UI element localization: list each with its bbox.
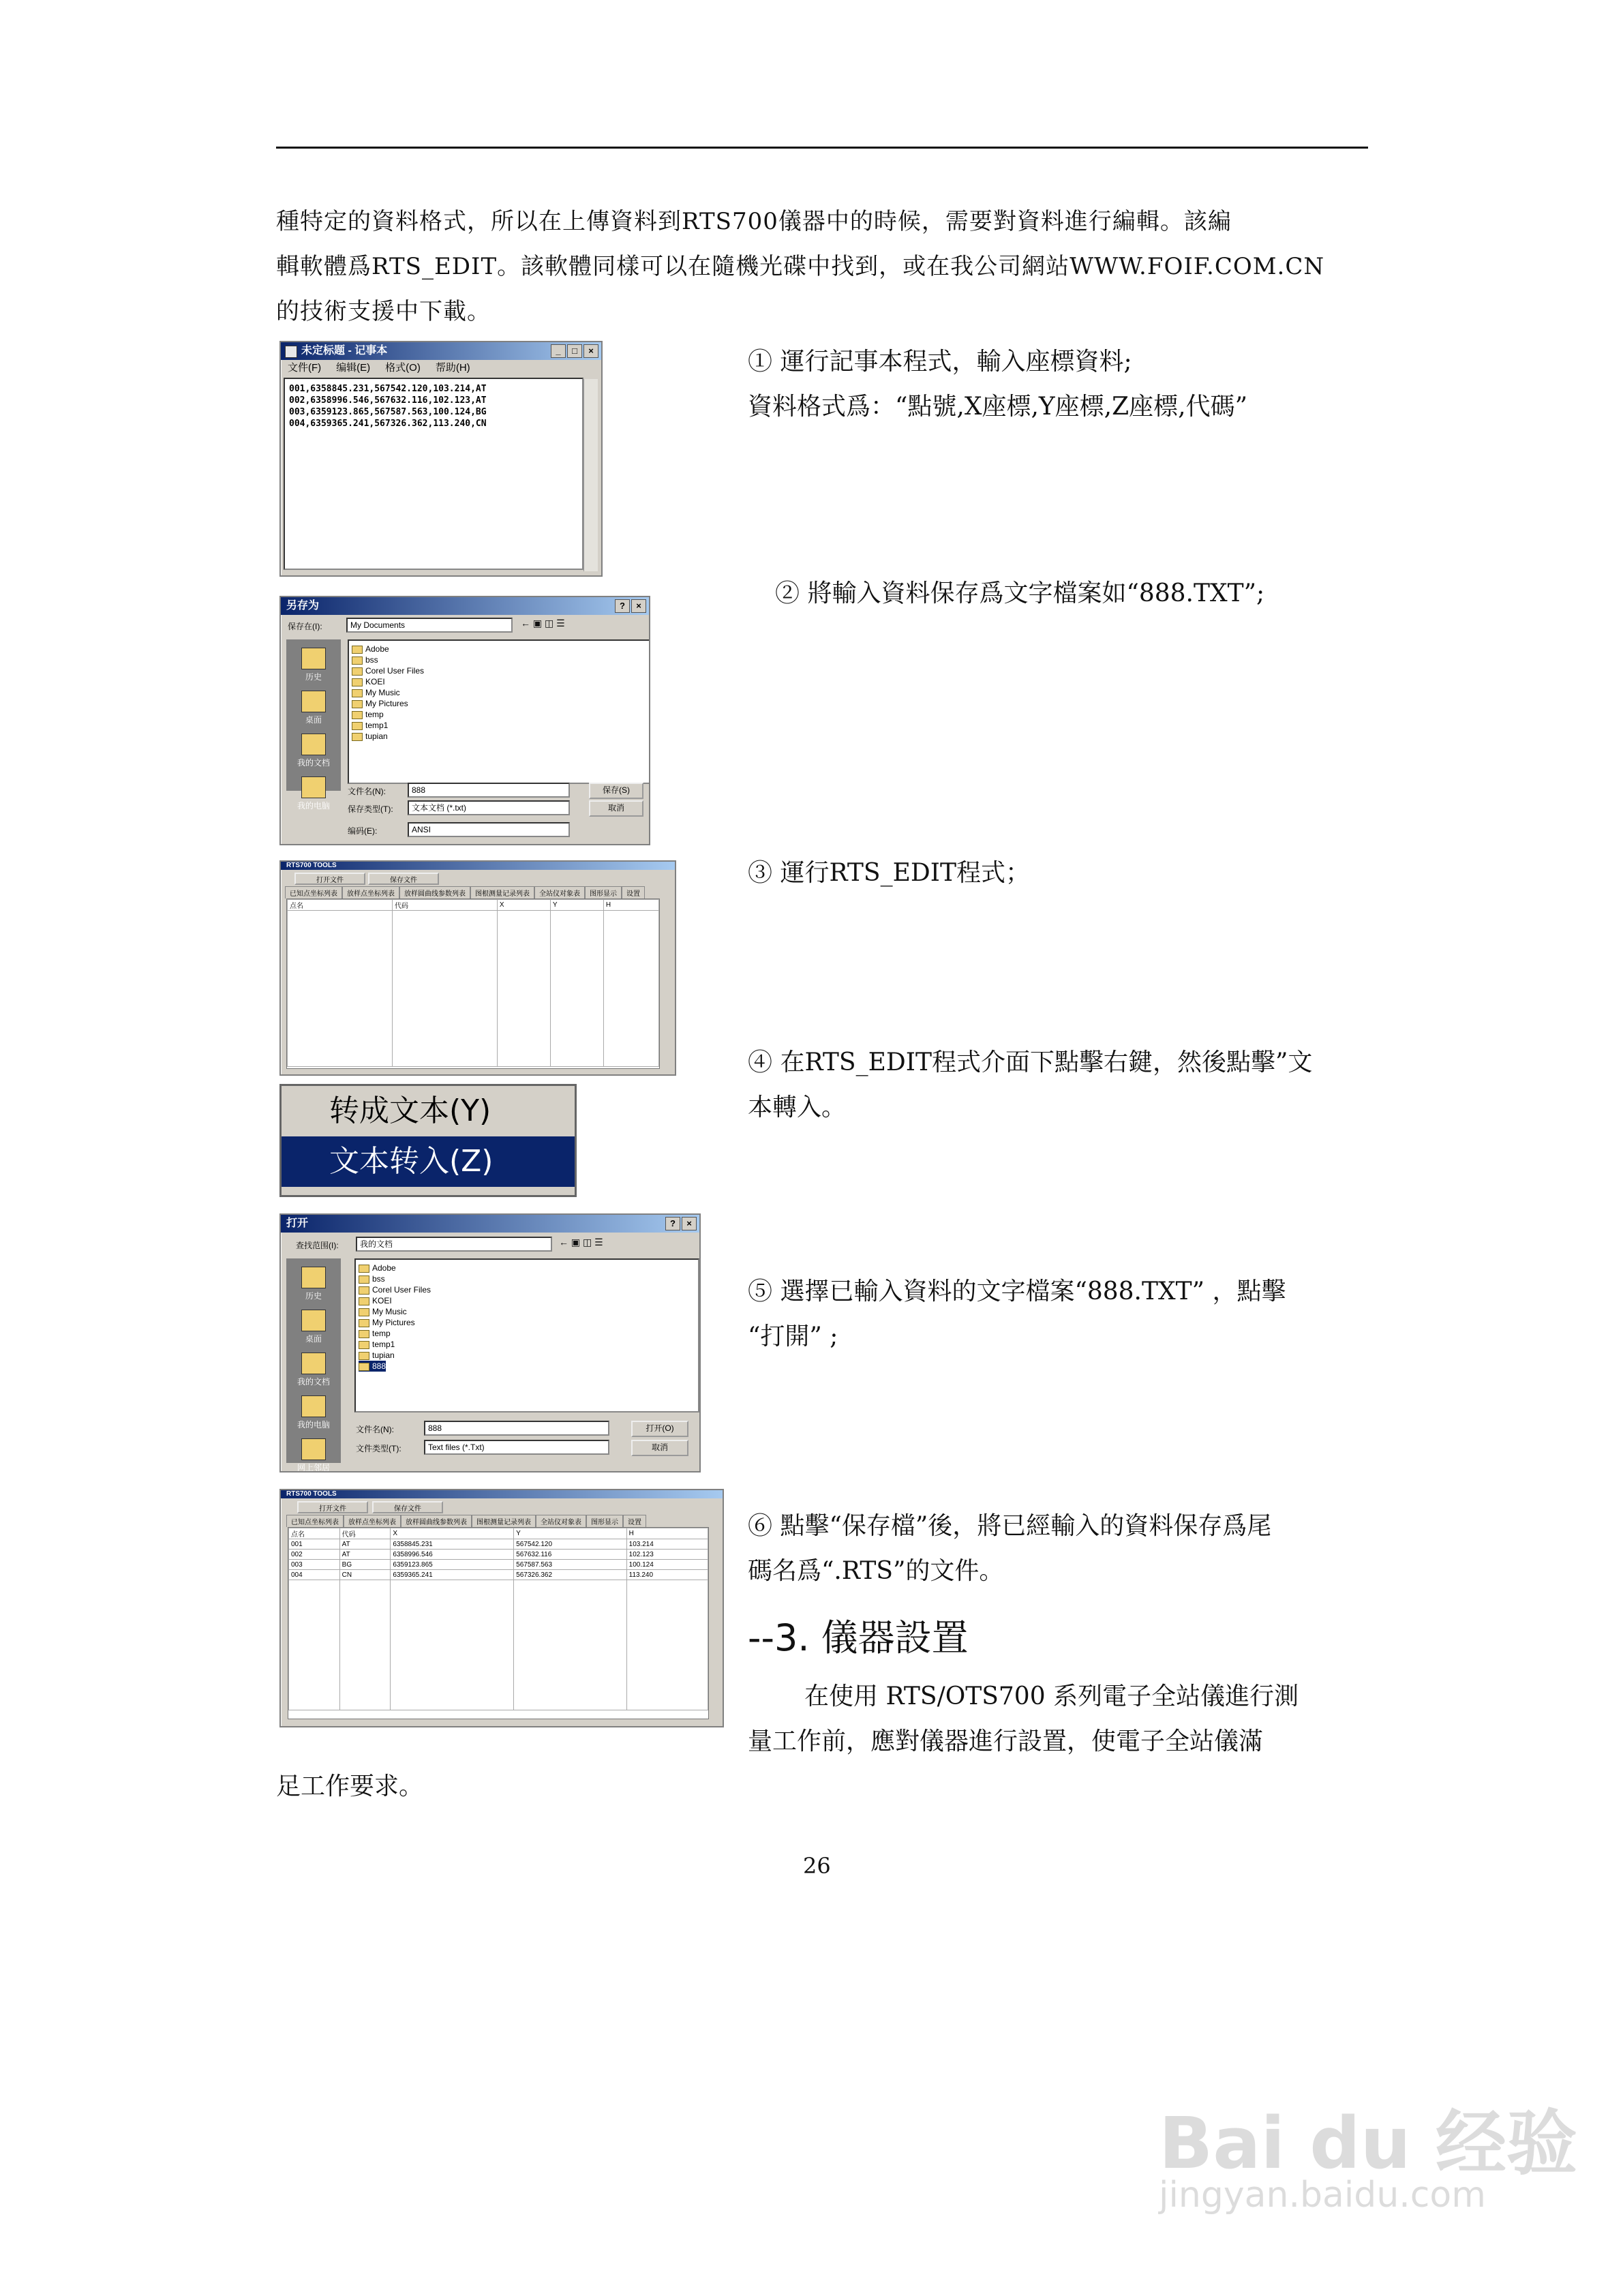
desktop-icon <box>301 1310 326 1331</box>
step-3: ③ 運行RTS_EDIT程式； <box>748 859 1030 887</box>
place-history[interactable] <box>286 648 341 682</box>
list-item[interactable]: bss <box>359 1273 695 1284</box>
list-item[interactable]: Adobe <box>359 1263 695 1273</box>
rts-titlebar <box>281 862 675 870</box>
place-label: 我的文档 <box>297 1377 330 1387</box>
section-body-line-1: 在使用 RTS/OTS700 系列電子全站儀進行測 <box>804 1682 1299 1710</box>
save-dialog <box>279 596 650 845</box>
list-item[interactable]: My Music <box>359 1306 695 1317</box>
col-header: 代码 <box>339 1528 391 1539</box>
open-location-label: 查找范围(I): <box>296 1241 339 1250</box>
intro-line-1: 種特定的資料格式，所以在上傳資料到RTS700儀器中的時候，需要對資料進行編輯。該編 <box>276 208 1232 235</box>
cell: 004 <box>289 1570 340 1580</box>
list-item[interactable]: tupian <box>359 1350 695 1361</box>
list-item[interactable]: My Pictures <box>359 1317 695 1328</box>
col-header: X <box>391 1528 514 1539</box>
tab-known-points[interactable]: 已知点坐标列表 <box>286 1515 344 1527</box>
cell: 113.240 <box>626 1570 708 1580</box>
notepad-text-area[interactable] <box>284 378 583 570</box>
cell: 001 <box>289 1539 340 1550</box>
step-5-line-2: “打開” ; <box>748 1323 838 1350</box>
notepad-titlebar <box>281 342 601 360</box>
rts-titlebar <box>281 1490 723 1498</box>
help-icon[interactable]: ? <box>615 599 630 613</box>
open-dialog <box>279 1213 701 1472</box>
notepad-icon <box>285 346 297 358</box>
save-location-select[interactable]: My Documents <box>346 618 513 633</box>
cell: CN <box>339 1570 391 1580</box>
open-places-bar <box>286 1258 341 1472</box>
open-location-select[interactable]: 我的文档 <box>356 1237 552 1252</box>
menu-item-to-text[interactable]: 转成文本(Y) <box>329 1093 491 1128</box>
notepad-line: 003,6359123.865,567587.563,100.124,BG <box>289 407 487 417</box>
notepad-window <box>279 341 603 577</box>
menu-edit[interactable]: 编辑(E) <box>336 362 371 374</box>
save-file-list[interactable] <box>348 639 650 784</box>
col-header: 点名 <box>288 900 393 911</box>
list-item[interactable]: KOEI <box>359 1295 695 1306</box>
table-row[interactable] <box>289 1570 708 1580</box>
cell: 003 <box>289 1560 340 1570</box>
list-item[interactable]: 888 <box>359 1361 386 1372</box>
help-icon[interactable]: ? <box>665 1217 680 1230</box>
place-label: 桌面 <box>305 715 322 725</box>
filename-input[interactable]: 888 <box>408 783 570 798</box>
list-item[interactable]: temp1 <box>352 720 646 731</box>
open-file-button[interactable]: 打开文件 <box>297 1501 368 1513</box>
notepad-line: 002,6358996.546,567632.116,102.123,AT <box>289 395 487 406</box>
close-icon[interactable]: × <box>583 344 598 358</box>
cell: 567542.120 <box>514 1539 626 1550</box>
menu-help[interactable]: 帮助(H) <box>435 362 470 374</box>
history-icon <box>301 648 326 669</box>
step-1-line-2: 資料格式爲：“點號,X座標,Y座標,Z座標,代碼” <box>748 393 1247 421</box>
col-header: Y <box>514 1528 626 1539</box>
rts-window-filled <box>279 1489 724 1727</box>
list-item[interactable]: temp1 <box>359 1339 695 1350</box>
watermark-brand: Bai du 经验 <box>1159 2102 1577 2185</box>
tab-graphics[interactable]: 图形显示 <box>585 886 622 898</box>
place-computer[interactable] <box>286 1395 341 1430</box>
step-6-line-2: 碼名爲“.RTS”的文件。 <box>748 1557 1004 1585</box>
cell: AT <box>339 1550 391 1560</box>
intro-line-2: 輯軟體爲RTS_EDIT。該軟體同樣可以在隨機光碟中找到，或在我公司網站WWW.FOIF.COM.CN <box>276 253 1325 280</box>
list-item[interactable]: Adobe <box>352 644 646 654</box>
list-item[interactable]: temp <box>352 709 646 720</box>
tab-curve-params[interactable]: 放样圆曲线参数列表 <box>401 1515 472 1527</box>
cell: AT <box>339 1539 391 1550</box>
list-item[interactable]: KOEI <box>352 676 646 687</box>
tab-instrument[interactable]: 全站仪对象表 <box>534 886 585 898</box>
place-label: 我的电脑 <box>297 1420 330 1430</box>
list-item[interactable]: temp <box>359 1328 695 1339</box>
save-file-button[interactable]: 保存文件 <box>368 873 439 885</box>
tab-known-points[interactable]: 已知点坐标列表 <box>285 886 342 898</box>
table-row[interactable] <box>289 1539 708 1550</box>
list-item[interactable]: Corel User Files <box>359 1284 695 1295</box>
open-file-list[interactable] <box>354 1258 699 1413</box>
cell: 6359123.865 <box>391 1560 514 1570</box>
open-button[interactable]: 打开(O) <box>631 1421 688 1437</box>
cancel-button[interactable]: 取消 <box>589 800 643 817</box>
place-label: 历史 <box>305 1291 322 1301</box>
step-1-line-1: ① 運行記事本程式，輸入座標資料; <box>748 348 1132 376</box>
watermark-url: jingyan.baidu.com <box>1159 2175 1486 2216</box>
menu-format[interactable]: 格式(O) <box>385 362 421 374</box>
col-header: H <box>626 1528 708 1539</box>
notepad-title: 未定标题 - 记事本 <box>301 345 388 357</box>
menu-file[interactable]: 文件(F) <box>288 362 322 374</box>
cell: 100.124 <box>626 1560 708 1570</box>
open-dialog-title: 打开 <box>286 1218 309 1229</box>
cell: 567587.563 <box>514 1560 626 1570</box>
intro-line-3: 的技術支援中下載。 <box>276 298 491 325</box>
desktop-icon <box>301 691 326 712</box>
tab-graphics[interactable]: 图形显示 <box>586 1515 623 1527</box>
nav-toolbar-icons[interactable]: ← ▣ ◫ ☰ <box>559 1237 603 1248</box>
rts-table-filled[interactable] <box>288 1527 709 1719</box>
open-filename-label: 文件名(N): <box>356 1425 394 1434</box>
computer-icon <box>301 776 326 798</box>
cell: BG <box>339 1560 391 1570</box>
folder-icon <box>301 734 326 755</box>
folder-icon <box>301 1353 326 1374</box>
rts-title: RTS700 TOOLS <box>286 862 337 869</box>
cell: 6359365.241 <box>391 1570 514 1580</box>
col-header: 点名 <box>289 1528 340 1539</box>
encoding-select[interactable]: ANSI <box>408 822 570 837</box>
place-desktop[interactable] <box>286 691 341 725</box>
step-6-line-1: ⑥ 點擊“保存檔”後，將已經輸入的資料保存爲尾 <box>748 1512 1272 1540</box>
place-documents[interactable] <box>286 734 341 768</box>
close-icon[interactable]: × <box>631 599 646 613</box>
save-type-label: 保存类型(T): <box>348 804 393 814</box>
step-5-line-1: ⑤ 選擇已輸入資料的文字檔案“888.TXT” ，點擊 <box>748 1278 1286 1305</box>
cell: 567632.116 <box>514 1550 626 1560</box>
rts-tabs <box>285 886 645 898</box>
cell: 002 <box>289 1550 340 1560</box>
tab-stakeout-points[interactable]: 放样点坐标列表 <box>342 886 399 898</box>
rts-title: RTS700 TOOLS <box>286 1490 337 1498</box>
page-number: 26 <box>803 1853 831 1879</box>
list-item[interactable]: Corel User Files <box>352 665 646 676</box>
section-heading: --3. 儀器設置 <box>748 1616 969 1659</box>
rts-tabs <box>286 1515 646 1527</box>
minimize-icon[interactable]: _ <box>551 344 566 358</box>
step-4-line-1: ④ 在RTS_EDIT程式介面下點擊右鍵，然後點擊”文 <box>748 1048 1313 1076</box>
step-2: ② 將輸入資料保存爲文字檔案如“888.TXT”; <box>775 579 1265 607</box>
maximize-icon[interactable]: □ <box>567 344 582 358</box>
place-label: 我的文档 <box>297 758 330 768</box>
notepad-line: 004,6359365.241,567326.362,113.240,CN <box>289 419 487 429</box>
tab-settings[interactable]: 设置 <box>623 1515 646 1527</box>
open-file-button[interactable]: 打开文件 <box>294 873 365 885</box>
list-item[interactable]: My Pictures <box>352 698 646 709</box>
save-location-label: 保存在(I): <box>288 622 322 631</box>
open-type-select[interactable]: Text files (*.Txt) <box>424 1440 609 1455</box>
table-row[interactable] <box>289 1550 708 1560</box>
section-body-line-3: 足工作要求。 <box>276 1772 424 1800</box>
list-item[interactable]: tupian <box>352 731 646 742</box>
cell: 6358845.231 <box>391 1539 514 1550</box>
rts-table-empty[interactable] <box>286 898 660 1069</box>
open-type-label: 文件类型(T): <box>356 1444 401 1453</box>
col-header: 代码 <box>392 900 497 911</box>
place-network[interactable] <box>286 1438 341 1472</box>
history-icon <box>301 1267 326 1288</box>
close-icon[interactable]: × <box>682 1217 697 1230</box>
computer-icon <box>301 1395 326 1417</box>
open-filename-input[interactable]: 888 <box>424 1421 609 1436</box>
tab-stakeout-points[interactable]: 放样点坐标列表 <box>344 1515 401 1527</box>
save-places-bar <box>286 639 341 811</box>
place-desktop[interactable] <box>286 1310 341 1344</box>
tab-survey-records[interactable]: 图根测量记录列表 <box>472 1515 536 1527</box>
encoding-label: 编码(E): <box>348 826 378 836</box>
section-body-line-2: 量工作前，應對儀器進行設置，使電子全站儀滿 <box>748 1727 1264 1755</box>
cell: 103.214 <box>626 1539 708 1550</box>
place-computer[interactable] <box>286 776 341 811</box>
open-dialog-titlebar <box>281 1215 699 1233</box>
tab-settings[interactable]: 设置 <box>622 886 645 898</box>
col-header: H <box>603 900 658 911</box>
save-dialog-titlebar <box>281 597 649 615</box>
table-row[interactable] <box>289 1560 708 1570</box>
tab-curve-params[interactable]: 放样圆曲线参数列表 <box>399 886 470 898</box>
save-button[interactable]: 保存(S) <box>589 783 643 799</box>
nav-toolbar-icons[interactable]: ← ▣ ◫ ☰ <box>521 618 565 629</box>
filename-label: 文件名(N): <box>348 787 386 796</box>
header-rule <box>276 147 1368 149</box>
tab-instrument[interactable]: 全站仪对象表 <box>536 1515 586 1527</box>
place-label: 我的电脑 <box>297 801 330 811</box>
cell: 102.123 <box>626 1550 708 1560</box>
tab-survey-records[interactable]: 图根测量记录列表 <box>470 886 534 898</box>
place-documents[interactable] <box>286 1353 341 1387</box>
context-menu <box>279 1084 577 1197</box>
menu-item-import-text[interactable]: 文本转入(Z) <box>282 1136 575 1187</box>
cell: 567326.362 <box>514 1570 626 1580</box>
place-label: 网上邻居 <box>297 1463 330 1472</box>
save-file-button[interactable]: 保存文件 <box>372 1501 443 1513</box>
place-label: 桌面 <box>305 1334 322 1344</box>
col-header: X <box>497 900 550 911</box>
list-item[interactable]: bss <box>352 654 646 665</box>
save-type-select[interactable]: 文本文档 (*.txt) <box>408 800 570 815</box>
notepad-menubar <box>281 360 601 376</box>
list-item[interactable]: My Music <box>352 687 646 698</box>
place-label: 历史 <box>305 672 322 682</box>
notepad-scrollbar[interactable] <box>583 379 598 571</box>
place-history[interactable] <box>286 1267 341 1301</box>
step-4-line-2: 本轉入。 <box>748 1093 847 1121</box>
cancel-button[interactable]: 取消 <box>631 1440 688 1456</box>
notepad-line: 001,6358845.231,567542.120,103.214,AT <box>289 384 487 394</box>
save-dialog-title: 另存为 <box>286 600 320 611</box>
network-icon <box>301 1438 326 1460</box>
cell: 6358996.546 <box>391 1550 514 1560</box>
col-header: Y <box>550 900 603 911</box>
rts-window-empty <box>279 860 676 1076</box>
